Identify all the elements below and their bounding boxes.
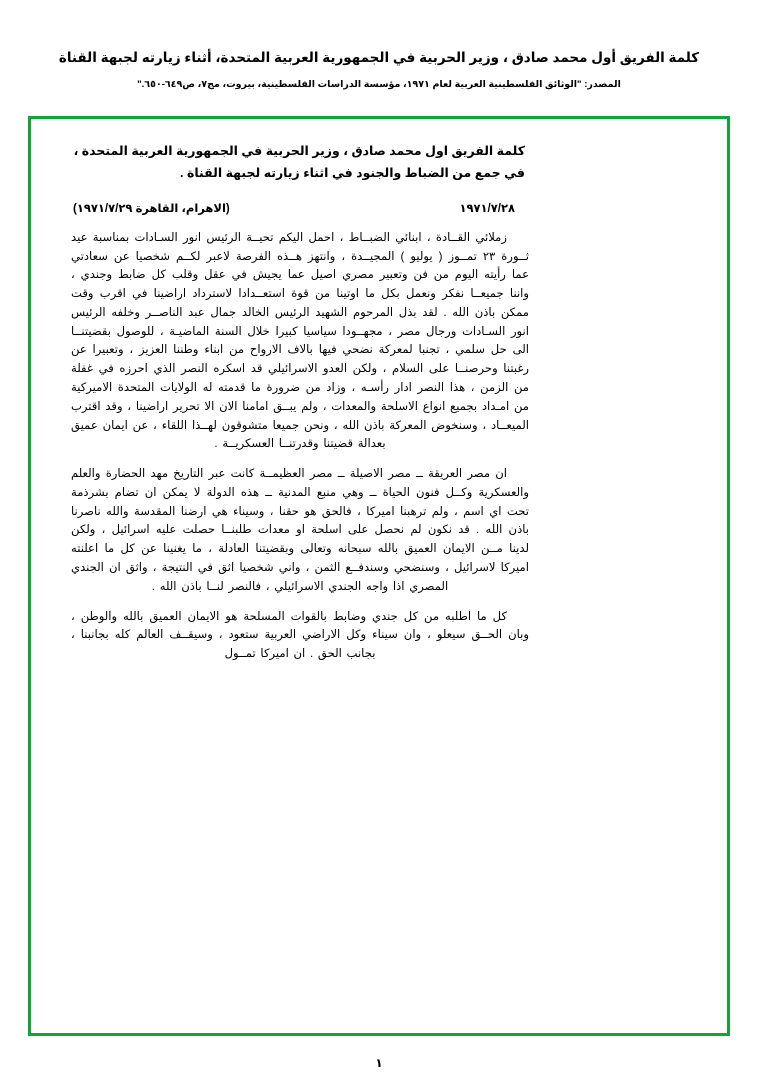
dateline <box>65 201 693 215</box>
paragraph-2: ان مصر العريقة ــ مصر الاصيلة ــ مصر العظيمــة كانت عبر التاريخ مهد الحضارة والعلم والعسكرية وكــل فنون الحياة ــ وهي منبع المدنية ــ هذه الدولة لا يمكن ان تضام بشرذمة تحت اي اسم ، ولم ترهبنا اميركا ، فالحق هو حقنا ، وسيناء هي ارضنا المقدسة والله ناصرنا باذن الله . قد نكون لم نحصل على اسلحة او معدات طلبنــا حصلت عليه اسرائيل ، ولكن لدينا مــن الايمان العميق بالله سبحانه وتعالى وبقضيتنا العادلة ، ما يغنينا عن كل ما اعلنته اميركا لاسرائيل ، وسنضحي وسندفــع الثمن ، واني شخصيا اثق في النتيجة ، واثق ان الجندي المصري اذا واجه الجندي الاسرائيلي ، فالنصر لنــا باذن الله . <box>71 467 529 593</box>
body-text <box>65 229 693 664</box>
source-line: المصدر: "الوثائق الفلسطينية العربية لعام ١٩٧١، مؤسسة الدراسات الفلسطينية، بيروت، مج٧، ص٦٤٩-٦٥٠." <box>137 79 621 91</box>
paragraph-1: زملائي القــادة ، ابنائي الضبــاط ، احمل اليكم تحيــة الرئيس انور السـادات بمناسبة عيد ثــورة ٢٣ تمــوز ( يوليو ) المجيــدة ، وانتهز هــذه الفرصة لاعبر لكــم شخصيا عن سعادتي عما رأيته اليوم من فن وتعبير مصري اصيل عما يجيش في عقل وقلب كل ضابط وجندي ، واننا جميعــا نفكر ونعمل بكل ما اوتينا من قوة استعــدادا لاسترداد اراضينا في اقرب وقت ممكن باذن الله . لقد بذل المرحوم الشهيد الرئيس الخالد جمال عبد الناصــر وخلفه الرئيس انور السـادات ورجال مصر ، مجهــودا سياسيا كبيرا خلال السنة الماضيـة ، للوصول بقضيتنــا الى حل سلمي ، تجنبا لمعركة نضحي فيها بالاف الارواح من ابناء وطننا العزيز ، وتعبيرا عن رغبتنا وحرصنــا على السلام ، ولكن العدو الاسرائيلي قد اسكره النصر الذي احرزه في غفلة من الزمن ، هذا النصر ادار رأسـه ، وزاد من ضرورة ما قدمته له الولايات المتحدة الاميركية من امـداد بجميع انواع الاسلحة والمعدات ، ولم يبــق امامنا الان الا تحرير اراضينا ، وقد اقترب الميعــاد ، وسنخوض المعركة باذن الله ، ونحن جميعا متشوقون لهــذا اللقاء ، عن ايمان عميق بعدالة قضيتنا وقدرتنــا العسكريــة . <box>71 230 529 451</box>
dateline-source: (الاهرام، القاهرة ١٩٧١/٧/٢٩) <box>73 202 230 215</box>
document-heading: كلمة الفريق اول محمد صادق ، وزير الحربية في الجمهورية العربية المتحدة ، في جمع من الضباط والجنود في اثناء زيارته لجبهة القناة . <box>73 144 525 180</box>
page-title: كلمة الفريق أول محمد صادق ، وزير الحربية في الجمهورية العربية المتحدة، أثناء زيارته لجبهة القناة <box>58 50 700 65</box>
green-border-frame <box>28 116 730 1036</box>
page-number: ١ <box>375 1056 383 1070</box>
paragraph-3: كل ما اطلبه من كل جندي وضابط بالقوات المسلحة هو الايمان العميق بالله والوطن ، وبان الحــق سيعلو ، وان سيناء وكل الاراضي العربية ستعود ، وسيقــف العالم كله بجانبنا ، بجانب الحق . ان اميركا تمــول <box>71 609 529 661</box>
page-header <box>0 0 758 92</box>
scanned-document-body <box>31 119 727 1033</box>
dateline-date: ١٩٧١/٧/٢٨ <box>459 202 515 215</box>
